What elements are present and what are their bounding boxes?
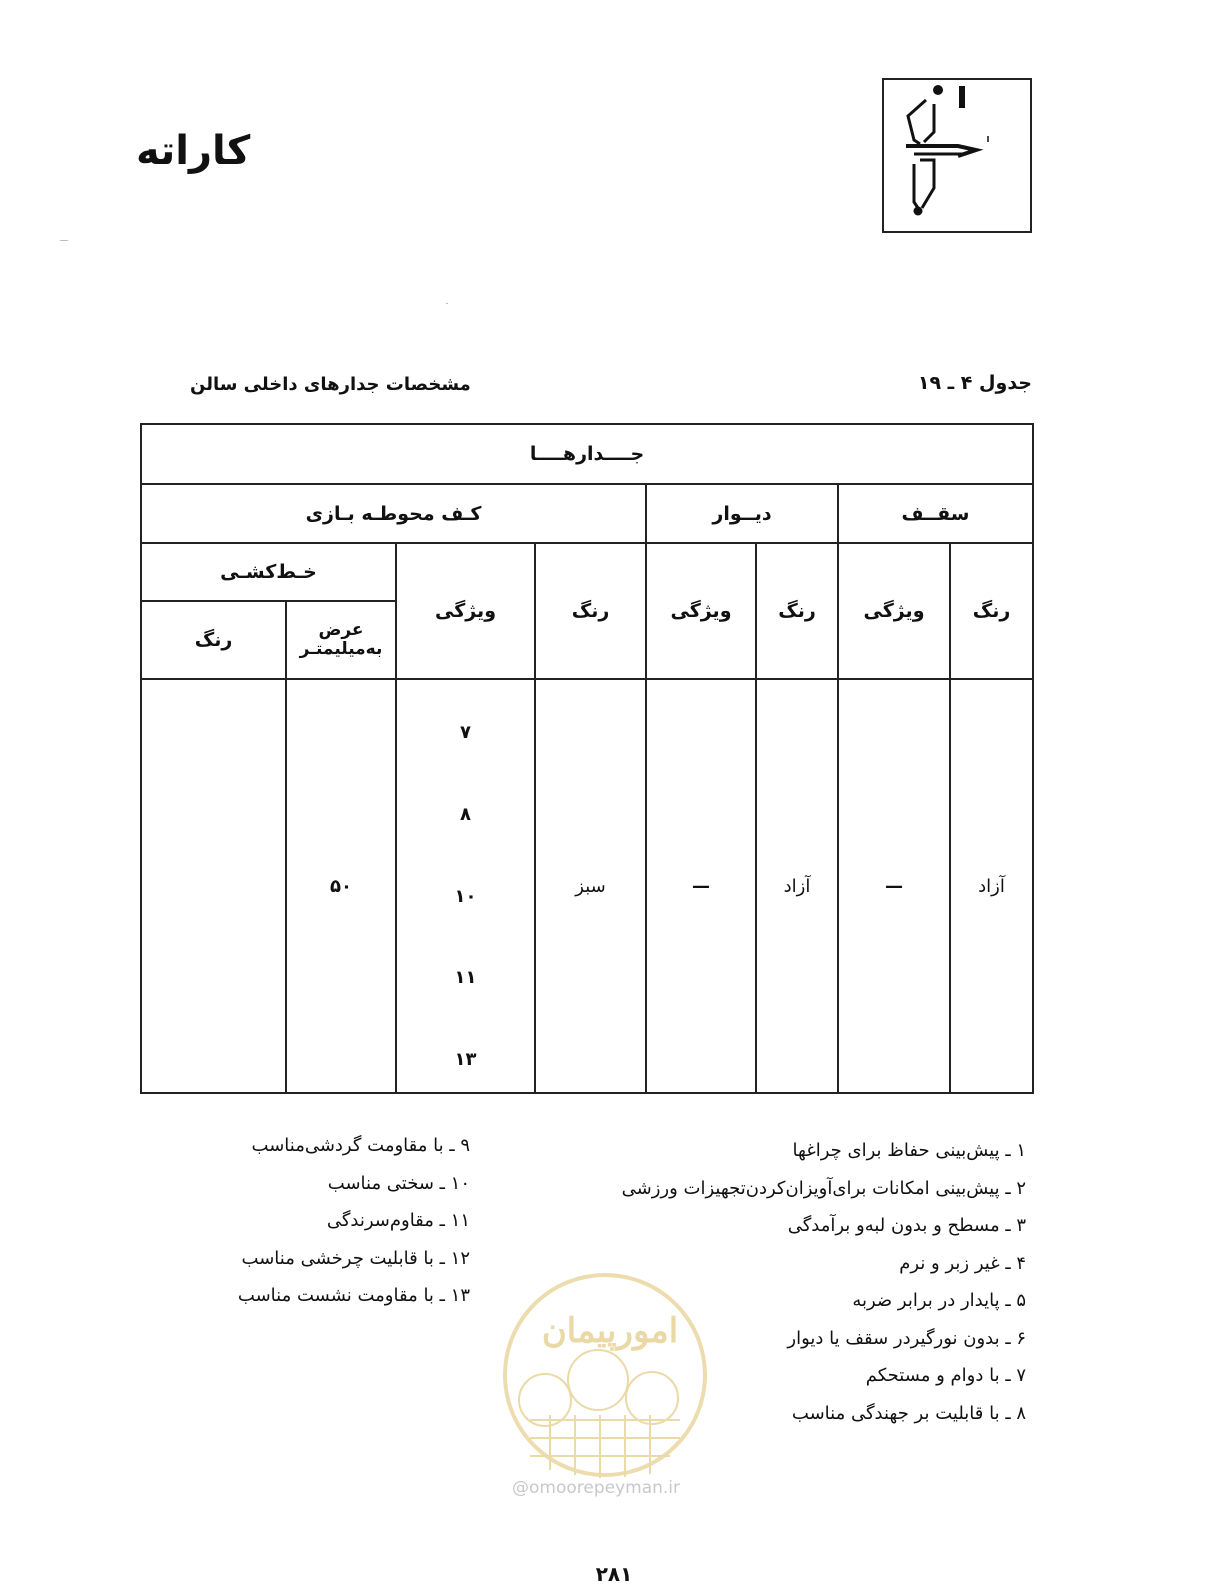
watermark-url: @omoorepeyman.ir bbox=[512, 1478, 681, 1498]
header-floor: کـف محوطـه بـازی bbox=[141, 484, 646, 543]
floor-feature-item: ۱۱ bbox=[454, 967, 477, 989]
cell-floor-color: سبز bbox=[535, 679, 646, 1093]
header-floor-color: رنگ bbox=[535, 543, 646, 679]
note-item: ۶ ـ بدون نورگیردر سقف یا دیوار bbox=[787, 1327, 1026, 1349]
watermark-logo-icon bbox=[500, 1270, 710, 1480]
header-ceiling-color: رنگ bbox=[950, 543, 1033, 679]
header-wall-feature: ویژگی bbox=[646, 543, 756, 679]
header-ceiling-feature: ویژگی bbox=[838, 543, 950, 679]
note-item: ۷ ـ با دوام و مستحکم bbox=[865, 1365, 1026, 1386]
cell-lining-width: ۵۰ bbox=[286, 679, 396, 1093]
notes-list-left bbox=[200, 1131, 470, 1319]
note-item: ۲ ـ پیش‌بینی امکانات برای‌آویزان‌کردن‌تجهیزات ورزشی bbox=[621, 1177, 1026, 1199]
header-ceiling: سقــف bbox=[838, 484, 1033, 543]
header-lining-color: رنگ bbox=[141, 601, 286, 679]
table-number: جدول ۴ ـ ۱۹ bbox=[917, 372, 1032, 394]
scan-mark bbox=[446, 303, 448, 304]
cell-floor-features bbox=[396, 679, 535, 1093]
floor-feature-item: ۷ bbox=[460, 722, 471, 743]
note-item: ۱۲ ـ با قابلیت چرخشی مناسب bbox=[241, 1247, 470, 1269]
page-number: ۲۸۱ bbox=[595, 1562, 633, 1586]
note-item: ۱۰ ـ سختی مناسب bbox=[327, 1172, 470, 1194]
note-item: ۳ ـ مسطح و بدون لبه‌و برآمدگی bbox=[787, 1215, 1026, 1236]
cell-ceiling-feature: — bbox=[838, 679, 950, 1093]
scan-mark bbox=[60, 240, 68, 241]
cell-wall-feature: — bbox=[646, 679, 756, 1093]
header-wall-color: رنگ bbox=[756, 543, 838, 679]
karate-pictogram-icon bbox=[882, 78, 1032, 233]
cell-wall-color: آزاد bbox=[756, 679, 838, 1093]
note-item: ۱ ـ پیش‌بینی حفاظ برای چراغها bbox=[792, 1140, 1026, 1161]
header-lining-width: عرض بەمیلیمتـر bbox=[286, 601, 396, 679]
cell-lining-color bbox=[141, 679, 286, 1093]
floor-feature-item: ۱۰ bbox=[454, 885, 477, 907]
watermark-logo-text: امورپیمان bbox=[541, 1311, 679, 1351]
note-item: ۹ ـ با مقاومت گردشی‌مناسب bbox=[251, 1135, 470, 1156]
header-walls: جــــدارهــــا bbox=[141, 424, 1033, 484]
note-item: ۱۳ ـ با مقاومت نشست مناسب bbox=[237, 1285, 470, 1306]
note-item: ۵ ـ پایدار در برابر ضربه bbox=[852, 1290, 1026, 1311]
page-title: کاراته bbox=[136, 128, 251, 174]
header-wall: دیــوار bbox=[646, 484, 838, 543]
cell-ceiling-color: آزاد bbox=[950, 679, 1033, 1093]
header-lining: خـط‌کشـی bbox=[141, 543, 396, 601]
table-caption: مشخصات جدارهای داخلی سالن bbox=[190, 374, 471, 395]
floor-feature-item: ۸ bbox=[460, 803, 471, 825]
note-item: ۸ ـ با قابلیت بر جهندگی مناسب bbox=[791, 1402, 1026, 1424]
note-item: ۴ ـ غیر زبر و نرم bbox=[899, 1252, 1026, 1274]
walls-specification-table bbox=[140, 423, 1034, 1094]
note-item: ۱۱ ـ مقاوم‌سرندگی bbox=[326, 1210, 470, 1231]
header-floor-feature: ویژگی bbox=[396, 543, 535, 679]
floor-feature-item: ۱۳ bbox=[454, 1049, 477, 1070]
